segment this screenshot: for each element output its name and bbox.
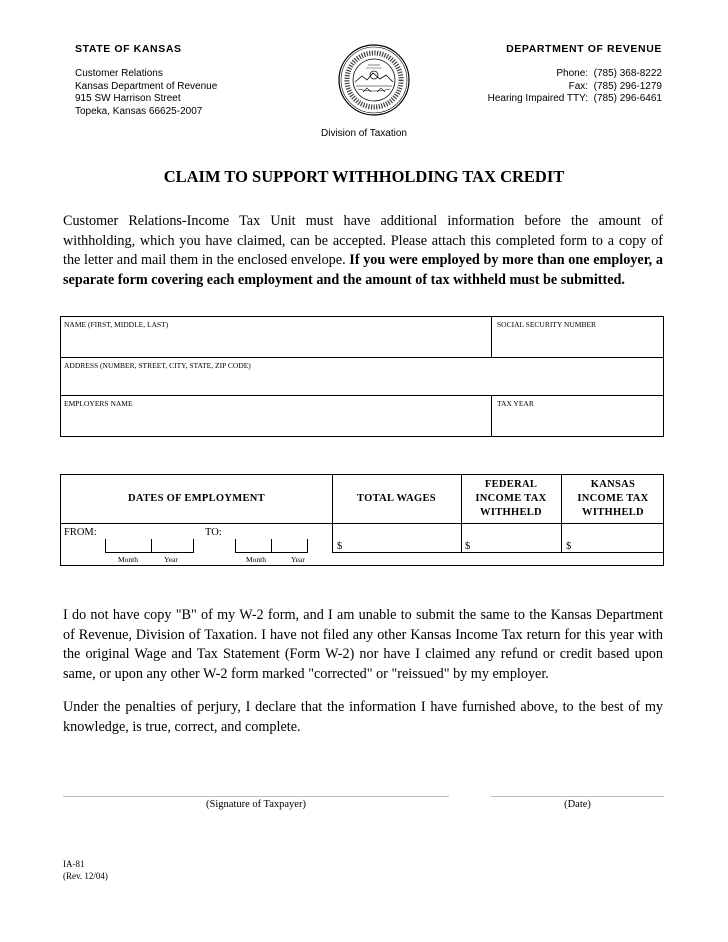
address-row: [60, 357, 664, 396]
from-label: FROM:: [64, 527, 97, 538]
declaration-paragraph: Under the penalties of perjury, I declare that the information I have furnished above, to the best of my knowledge, is true, correct, and complete.: [63, 699, 663, 735]
phone-value: (785) 368-8222: [593, 68, 662, 79]
instructions-paragraph: [63, 212, 663, 290]
address-line: Topeka, Kansas 66625-2007: [75, 105, 203, 117]
address-label: ADDRESS (NUMBER, STREET, CITY, STATE, ZIP CODE): [64, 361, 251, 370]
contact-block: [488, 68, 662, 106]
federal-header-line: FEDERAL: [484, 479, 538, 490]
state-seal-icon: [338, 44, 410, 116]
name-label: NAME (FIRST, MIDDLE, LAST): [64, 320, 169, 329]
federal-dollar: $: [465, 541, 471, 552]
wages-dollar: $: [337, 541, 343, 552]
name-ssn-row: [60, 316, 664, 358]
from-year-label: Year: [164, 555, 178, 564]
federal-header-line: WITHHELD: [480, 507, 542, 518]
kansas-header-line: INCOME TAX: [577, 493, 649, 504]
from-year-input[interactable]: [152, 527, 192, 551]
federal-header: [461, 478, 561, 520]
employer-label: EMPLOYERS NAME: [64, 399, 133, 408]
employer-row: [60, 395, 664, 437]
state-heading: STATE OF KANSAS: [75, 43, 182, 55]
address-input[interactable]: [62, 372, 662, 394]
form-title: CLAIM TO SUPPORT WITHHOLDING TAX CREDIT: [163, 167, 565, 186]
fax-label: Fax:: [568, 80, 589, 92]
signature-input[interactable]: [63, 770, 449, 796]
division-label: Division of Taxation: [321, 128, 407, 139]
date-line: [491, 796, 664, 797]
federal-header-line: INCOME TAX: [475, 493, 547, 504]
employment-table: [60, 474, 664, 566]
from-month-label: Month: [118, 555, 139, 564]
employer-input[interactable]: [62, 410, 490, 435]
address-line: Customer Relations: [75, 68, 163, 79]
federal-withheld-input[interactable]: [474, 527, 558, 551]
form-number-block: [63, 858, 108, 882]
dates-header: DATES OF EMPLOYMENT: [128, 493, 265, 504]
kansas-header-line: KANSAS: [590, 479, 636, 490]
to-label: TO:: [205, 527, 222, 538]
mailing-address: [75, 68, 217, 118]
statement-paragraph: I do not have copy "B" of my W-2 form, and I am unable to submit the same to the Kansas Department of Revenue, Division of Taxation. I have not filed any other Kansas Income Tax return for this year with the original Wage and Tax Statement (Form W-2) nor have I claimed any refund or credit based upon same, or upon any other W-2 form marked "corrected" or "reissued" by my employer.: [63, 607, 663, 682]
fax-row: [488, 81, 662, 94]
signature-line: [63, 796, 449, 797]
tax-year-input[interactable]: [493, 410, 663, 435]
kansas-dollar: $: [566, 541, 572, 552]
to-month-input[interactable]: [236, 527, 270, 551]
department-heading: DEPARTMENT OF REVENUE: [506, 43, 662, 55]
ssn-input[interactable]: [493, 331, 663, 356]
address-line: 915 SW Harrison Street: [75, 93, 181, 104]
tty-row: [488, 93, 662, 106]
phone-label: Phone:: [556, 68, 589, 79]
signature-label: (Signature of Taxpayer): [206, 799, 306, 810]
instructions-text: Customer Relations-Income Tax Unit must have additional information before the amount of withholding, which you have claimed, can be accepted. Please attach this completed form to a copy of the letter and mail them in the enclosed envelope.: [63, 213, 663, 268]
total-wages-input[interactable]: [346, 527, 458, 551]
instructions-bold-text: If you were employed by more than one employer, a separate form covering each employment and the amount of tax withheld must be submitted.: [63, 252, 663, 288]
wages-header: TOTAL WAGES: [357, 493, 436, 504]
phone-row: [488, 68, 662, 81]
form-revision: (Rev. 12/04): [63, 871, 108, 881]
address-line: Kansas Department of Revenue: [75, 80, 218, 92]
ssn-label: SOCIAL SECURITY NUMBER: [497, 320, 597, 329]
kansas-header-line: WITHHELD: [582, 507, 644, 518]
form-number: IA-81: [63, 859, 85, 869]
tax-year-label: TAX YEAR: [497, 399, 534, 408]
to-month-label: Month: [246, 555, 267, 564]
tty-label: Hearing Impaired TTY:: [487, 93, 589, 104]
to-year-label: Year: [291, 555, 305, 564]
name-input[interactable]: [62, 331, 490, 356]
kansas-withheld-input[interactable]: [575, 527, 661, 551]
fax-value: (785) 296-1279: [593, 80, 662, 92]
date-input[interactable]: [491, 770, 664, 796]
tty-value: (785) 296-6461: [593, 93, 662, 104]
kansas-header: [561, 478, 665, 520]
to-year-input[interactable]: [272, 527, 306, 551]
from-month-input[interactable]: [106, 527, 150, 551]
date-label: (Date): [564, 799, 591, 810]
